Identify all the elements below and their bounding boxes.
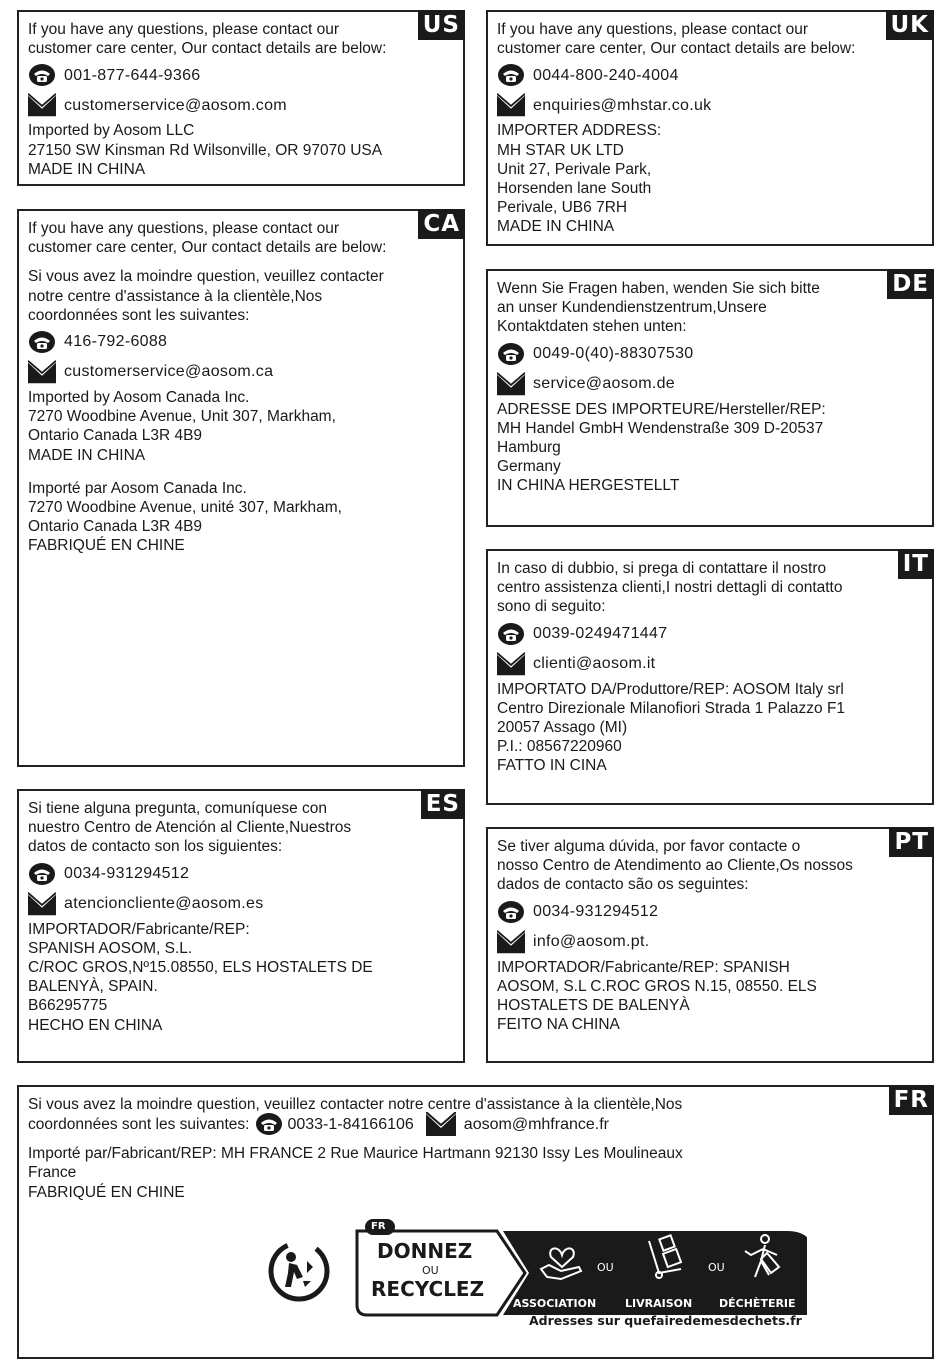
country-tag-pt: PT xyxy=(889,827,934,857)
importer-address: Importé par/Fabricant/REP: MH FRANCE 2 Rue Maurice Hartmann 92130 Issy Les Moulineaux France FABRIQUÉ EN CHINE xyxy=(28,1145,683,1201)
ou-small-1: OU xyxy=(597,1261,614,1274)
email-row xyxy=(497,371,924,397)
email-address: customerservice@aosom.com xyxy=(64,96,287,114)
email-row xyxy=(497,929,924,955)
intro-text-line2: coordonnées sont les suivantes: xyxy=(28,1115,250,1133)
triman-fr-badge: FR xyxy=(371,1221,386,1232)
email-address: service@aosom.de xyxy=(533,375,675,392)
envelope-icon xyxy=(28,892,56,916)
email-address: customerservice@aosom.ca xyxy=(64,363,274,381)
phone-icon xyxy=(497,622,525,646)
decheterie-label: DÉCHÈTERIE xyxy=(719,1297,796,1310)
envelope-icon xyxy=(497,93,525,117)
fr-contact-line xyxy=(28,1112,872,1136)
phone-number: 0033-1-84166106 xyxy=(287,1115,414,1133)
intro-text: If you have any questions, please contact our customer care center, Our contact details are below: xyxy=(497,21,856,58)
phone-number: 0049-0(40)-88307530 xyxy=(533,345,694,362)
phone-icon xyxy=(28,330,56,354)
email-row xyxy=(28,92,455,118)
phone-icon xyxy=(28,63,56,87)
ou-small-2: OU xyxy=(708,1261,725,1274)
phone-icon xyxy=(497,63,525,87)
phone-row xyxy=(28,329,455,355)
ca-contact-box xyxy=(17,209,465,767)
importer-address: IMPORTADOR/Fabricante/REP: SPANISH AOSOM, S.L C.ROC GROS N.15, 08550. ELS HOSTALETS DE BALENYÀ FEITO NA CHINA xyxy=(497,958,817,1034)
country-tag-de: DE xyxy=(887,269,934,299)
email-address: clienti@aosom.it xyxy=(533,655,656,672)
de-contact-box xyxy=(486,269,934,527)
phone-icon xyxy=(497,900,525,924)
triman-footer-text: Adresses sur quefairedemesdechets.fr xyxy=(529,1313,802,1328)
envelope-icon xyxy=(28,360,56,384)
importer-address: ADRESSE DES IMPORTEURE/Hersteller/REP: MH Handel GmbH Wendenstraße 309 D-20537 Hamburg Germany IN CHINA HERGESTELLT xyxy=(497,400,826,495)
envelope-icon xyxy=(497,652,525,676)
pt-contact-box xyxy=(486,827,934,1063)
phone-number: 0034-931294512 xyxy=(64,865,190,882)
intro-text: Se tiver alguma dúvida, por favor contacte o nosso Centro de Atendimento ao Cliente,Os nossos dados de contacto são os seguintes: xyxy=(497,838,853,894)
phone-row xyxy=(28,861,455,887)
phone-row xyxy=(497,899,924,925)
importer-address: Imported by Aosom LLC 27150 SW Kinsman Rd Wilsonville, OR 97070 USA MADE IN CHINA xyxy=(28,122,383,178)
triman-icon xyxy=(271,1243,327,1299)
waste-disposal-icon xyxy=(737,1233,783,1281)
email-row xyxy=(28,891,455,917)
country-tag-ca: CA xyxy=(418,209,465,239)
intro-text: If you have any questions, please contact our customer care center, Our contact details are below: xyxy=(28,220,387,257)
importer-address-fr: Importé par Aosom Canada Inc. 7270 Woodbine Avenue, unité 307, Markham, Ontario Canada L3R 4B9 FABRIQUÉ EN CHINE xyxy=(28,479,342,555)
country-tag-es: ES xyxy=(421,789,465,819)
ou-label: OU xyxy=(422,1264,439,1277)
delivery-trolley-icon xyxy=(645,1233,689,1281)
intro-text: Si tiene alguna pregunta, comuníquese con nuestro Centro de Atención al Cliente,Nuestros datos de contacto son los siguientes: xyxy=(28,800,352,856)
envelope-icon xyxy=(497,372,525,396)
donnez-label: DONNEZ xyxy=(377,1239,473,1263)
importer-address: IMPORTATO DA/Produttore/REP: AOSOM Italy srl Centro Direzionale Milanofiori Strada 1 Palazzo F1 20057 Assago (MI) P.I.: 08567220960 FATTO IN CINA xyxy=(497,680,846,775)
phone-icon xyxy=(497,342,525,366)
es-contact-box xyxy=(17,789,465,1063)
phone-number: 001-877-644-9366 xyxy=(64,66,201,84)
livraison-label: LIVRAISON xyxy=(625,1297,693,1310)
intro-text: Wenn Sie Fragen haben, wenden Sie sich bitte an unser Kundendienstzentrum,Unsere Kontaktdaten stehen unten: xyxy=(497,280,820,336)
email-row xyxy=(28,359,455,385)
envelope-icon xyxy=(426,1112,456,1136)
uk-contact-box xyxy=(486,10,934,246)
email-row xyxy=(497,92,924,118)
country-tag-fr: FR xyxy=(889,1085,934,1115)
envelope-icon xyxy=(28,93,56,117)
it-contact-box xyxy=(486,549,934,805)
phone-row xyxy=(497,62,924,88)
phone-number: 0044-800-240-4004 xyxy=(533,66,679,84)
email-address: aosom@mhfrance.fr xyxy=(463,1115,609,1133)
envelope-icon xyxy=(497,930,525,954)
phone-row xyxy=(497,621,924,647)
association-label: ASSOCIATION xyxy=(513,1297,597,1310)
phone-number: 416-792-6088 xyxy=(64,333,168,351)
phone-icon xyxy=(28,862,56,886)
email-address: info@aosom.pt. xyxy=(533,933,650,950)
us-contact-box xyxy=(17,10,465,186)
fr-contact-box xyxy=(17,1085,934,1359)
phone-number: 0034-931294512 xyxy=(533,903,659,920)
email-address: enquiries@mhstar.co.uk xyxy=(533,96,712,114)
phone-row xyxy=(497,341,924,367)
importer-address: IMPORTER ADDRESS: MH STAR UK LTD Unit 27, Perivale Park, Horsenden lane South Perivale, UB6 7RH MADE IN CHINA xyxy=(497,122,662,236)
intro-text: Si vous avez la moindre question, veuillez contacter notre centre d'assistance à la clientèle,Nos xyxy=(28,1096,683,1113)
importer-address: Imported by Aosom Canada Inc. 7270 Woodbine Avenue, Unit 307, Markham, Ontario Canada L3R 4B9 MADE IN CHINA xyxy=(28,389,336,464)
country-tag-us: US xyxy=(418,10,465,40)
phone-number: 0039-0249471447 xyxy=(533,625,668,642)
email-address: atencioncliente@aosom.es xyxy=(64,895,264,912)
email-row xyxy=(497,651,924,677)
recyclez-label: RECYCLEZ xyxy=(371,1277,485,1301)
intro-text: In caso di dubbio, si prega di contattare il nostro centro assistenza clienti,I nostri dettagli di contatto sono di seguito: xyxy=(497,560,843,616)
country-tag-uk: UK xyxy=(886,10,935,40)
intro-text: If you have any questions, please contact our customer care center, Our contact details are below: xyxy=(28,21,387,58)
phone-row xyxy=(28,62,455,88)
phone-icon xyxy=(255,1112,283,1136)
importer-address: IMPORTADOR/Fabricante/REP: SPANISH AOSOM, S.L. C/ROC GROS,Nº15.08550, ELS HOSTALETS DE BALENYÀ, SPAIN. B66295775 HECHO EN CHINA xyxy=(28,920,373,1034)
hand-heart-icon xyxy=(539,1237,585,1281)
country-tag-it: IT xyxy=(898,549,934,579)
intro-text-fr: Si vous avez la moindre question, veuillez contacter notre centre d'assistance à la clientèle,Nos coordonnées sont les suivantes: xyxy=(28,268,384,324)
